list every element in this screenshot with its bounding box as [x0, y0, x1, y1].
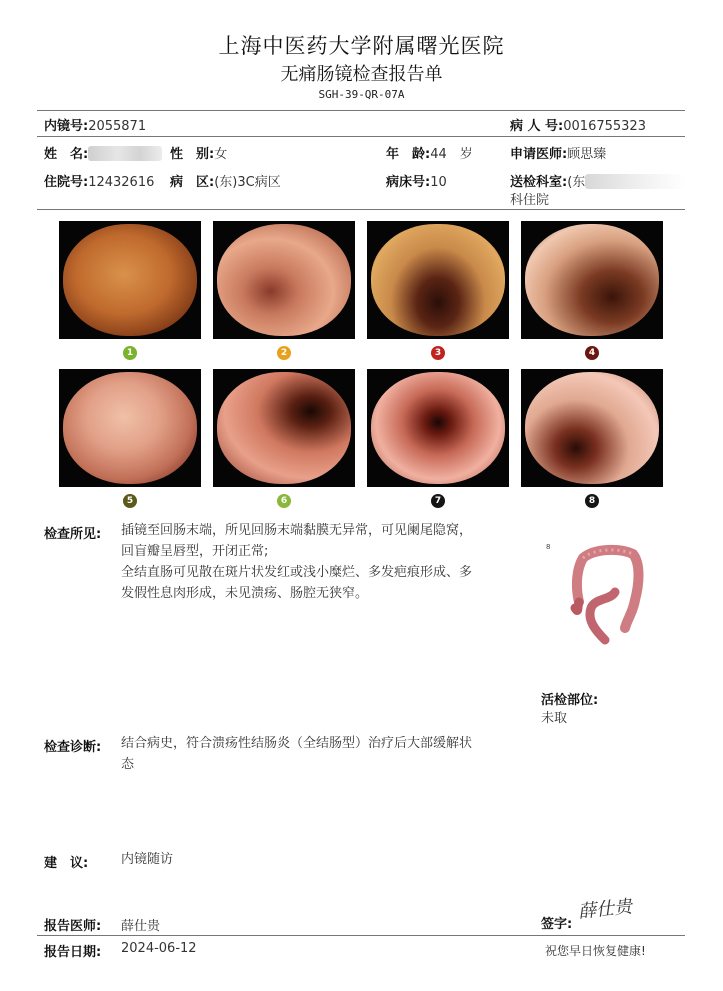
patient-name: 姓 名:	[44, 143, 162, 162]
report-title: 无痛肠镜检查报告单	[280, 64, 443, 85]
diagram-marker: 8	[546, 543, 551, 551]
report-date-label: 报告日期:	[44, 945, 102, 960]
diagnosis-text: 结合病史，符合溃疡性结肠炎（全结肠型）治疗后大部缓解状 态	[121, 736, 473, 772]
divider-info	[37, 136, 685, 137]
image-number-4: 4	[585, 346, 599, 360]
requesting-doctor: 申请医师:顾思臻	[510, 147, 607, 162]
ward: 病 区:(东)3C病区	[170, 175, 281, 190]
patient-number: 病 人 号:0016755323	[510, 119, 646, 134]
divider-images	[37, 209, 685, 210]
endoscopy-image-4	[521, 221, 663, 339]
findings-label: 检查所见:	[44, 527, 102, 542]
reporter-label: 报告医师:	[44, 919, 102, 934]
signature-label: 签字:	[541, 917, 573, 932]
report-date: 2024-06-12	[121, 941, 197, 956]
advice-value: 内镜随访	[121, 852, 174, 867]
advice-label: 建 议:	[44, 856, 89, 871]
image-number-3: 3	[431, 346, 445, 360]
redacted-name	[88, 146, 162, 161]
divider-bottom	[37, 935, 685, 936]
endoscopy-image-8	[521, 369, 663, 487]
referring-department-cont: 科住院	[510, 193, 550, 208]
image-number-2: 2	[277, 346, 291, 360]
redacted-department	[585, 174, 685, 189]
colon-diagram	[565, 540, 650, 645]
image-number-6: 6	[277, 494, 291, 508]
endoscopy-image-2	[213, 221, 355, 339]
form-code: SGH-39-QR-07A	[318, 88, 405, 101]
patient-sex: 性 别:女	[170, 147, 228, 162]
biopsy-label: 活检部位:	[541, 693, 599, 708]
reporter-name: 薛仕贵	[121, 919, 161, 934]
patient-age: 年 龄:44 岁	[386, 147, 473, 162]
image-number-1: 1	[123, 346, 137, 360]
findings-paragraph-2: 全结直肠可见散在斑片状发红或浅小糜烂、多发疤痕形成、多 发假性息肉形成，未见溃疡、肠腔无狭窄。	[121, 565, 473, 601]
diagnosis-label: 检查诊断:	[44, 740, 102, 755]
inpatient-number: 住院号:12432616	[44, 175, 155, 190]
wellness-wish: 祝您早日恢复健康!	[545, 944, 646, 958]
image-number-8: 8	[585, 494, 599, 508]
endoscopy-image-3	[367, 221, 509, 339]
endoscope-number: 内镜号:2055871	[44, 119, 147, 134]
findings-paragraph-1: 插镜至回肠末端，所见回肠末端黏膜无异常，可见阑尾隐窝， 回盲瓣呈唇型，开闭正常;	[121, 523, 473, 559]
endoscopy-image-6	[213, 369, 355, 487]
endoscopy-image-5	[59, 369, 201, 487]
referring-department: 送检科室:(东	[510, 171, 685, 190]
handwritten-signature: 薛仕贵	[577, 896, 634, 923]
bed-number: 病床号:10	[386, 175, 447, 190]
biopsy-value: 未取	[541, 711, 568, 726]
divider-top	[37, 110, 685, 111]
endoscopy-image-7	[367, 369, 509, 487]
image-number-7: 7	[431, 494, 445, 508]
image-number-5: 5	[123, 494, 137, 508]
endoscopy-image-1	[59, 221, 201, 339]
hospital-name: 上海中医药大学附属曙光医院	[218, 34, 505, 58]
